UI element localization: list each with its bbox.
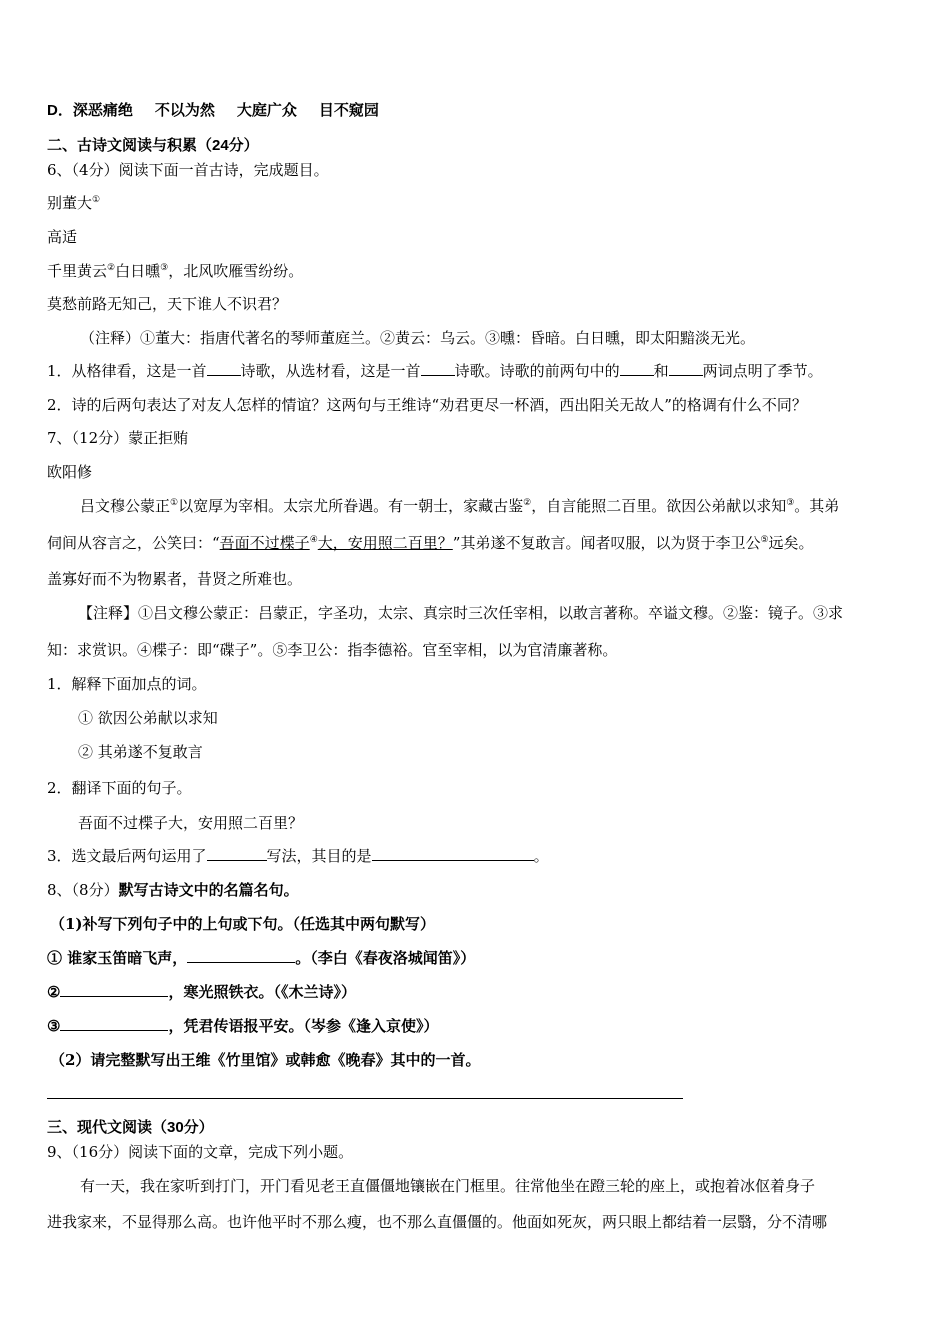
q7-head: 7、（12分）蒙正拒贿 — [47, 429, 189, 447]
q6-sub-2: 2．诗的后两句表达了对友人怎样的情谊？这两句与王维诗“劝君更尽一杯酒，西出阳关无故人”的格调有什么不同？ — [47, 396, 807, 414]
q6-1-d: 和 — [653, 362, 669, 380]
option-d-word-1: D．深恶痛绝 — [47, 102, 133, 119]
q6-1-c: 诗歌。诗歌的前两句中的 — [454, 362, 620, 380]
q8-i2-b: ，寒光照铁衣。（《木兰诗》） — [168, 983, 356, 1001]
poem-line-1 — [47, 261, 910, 281]
blank — [421, 361, 455, 376]
q8-i2-a: ② — [47, 983, 61, 1001]
blank — [207, 361, 241, 376]
q6-1-e: 两词点明了季节。 — [702, 362, 823, 380]
q7-sub-2-text: 吾面不过楪子大，安用照二百里？ — [78, 814, 304, 832]
q8-head — [47, 880, 910, 900]
q8-head-b: 默写古诗文中的名篇名句。 — [118, 881, 299, 899]
q8-i3-a: ③ — [47, 1017, 61, 1035]
q8-item-1 — [47, 948, 910, 968]
q7-sub-2: 2．翻译下面的句子。 — [47, 779, 192, 797]
q8-i3-b: ，凭君传语报平安。（岑参《逢入京使》） — [168, 1017, 439, 1035]
q8-i1-b: 。（李白《春夜洛城闻笛》） — [295, 949, 476, 967]
p2-b: ”其弟遂不复敢言。闻者叹服，以为贤于李卫公 — [452, 534, 761, 552]
note-mark-2: ② — [107, 263, 116, 273]
q9-passage-line-1: 有一天，我在家听到打门，开门看见老王直僵僵地镶嵌在门框里。往常他坐在蹬三轮的座上，或抱着冰伛着身子 — [80, 1177, 816, 1195]
poem-title-text: 别董大 — [47, 194, 93, 212]
q9-head: 9、（16分）阅读下面的文章，完成下列小题。 — [47, 1143, 354, 1161]
q7-sub-1-item-2: ② 其弟遂不复敢言 — [78, 743, 203, 761]
q6-1-a: 1．从格律看，这是一首 — [47, 362, 207, 380]
q7-3-b: 写法，其目的是 — [266, 847, 372, 865]
q7-sub-3 — [47, 846, 910, 866]
poem-line-1-b: 白日曛 — [115, 262, 161, 280]
q9-passage-line-2: 进我家来，不显得那么高。也许他平时不那么瘦，也不那么直僵僵的。他面如死灰，两只眼上都结着一层翳，分不清哪 — [47, 1213, 828, 1231]
section-2-title: 二、古诗文阅读与积累（24分） — [47, 137, 259, 154]
underlined-sentence-a: 吾面不过楪子 — [219, 534, 310, 552]
note-mark-3: ③ — [160, 263, 169, 273]
passage-line-3: 盖寡好而不为物累者，昔贤之所难也。 — [47, 570, 303, 588]
p1-d: 。其弟 — [794, 497, 840, 515]
blank — [60, 1016, 168, 1031]
q8-item-3 — [47, 1016, 910, 1036]
passage-line-1 — [80, 496, 910, 516]
q6-1-b: 诗歌，从选材看，这是一首 — [240, 362, 421, 380]
underlined-sentence-b: 大，安用照二百里？ — [317, 534, 453, 552]
q7-note-1: 【注释】①吕文穆公蒙正：吕蒙正，字圣功，太宗、真宗时三次任宰相，以敢言著称。卒谥文穆。②鉴：镜子。③求 — [78, 604, 844, 622]
p1-b: 以宽厚为宰相。太宗尤所眷遇。有一朝士，家藏古鉴 — [178, 497, 524, 515]
q8-item-2 — [47, 982, 910, 1002]
poem-line-2: 莫愁前路无知己，天下谁人不识君？ — [47, 295, 288, 313]
p2-a: 伺间从容言之，公笑曰：“ — [47, 534, 220, 552]
q7-sub-1: 1．解释下面加点的词。 — [47, 675, 207, 693]
p1-a: 吕文穆公蒙正 — [80, 497, 171, 515]
q6-head: 6、（4分）阅读下面一首古诗，完成题目。 — [47, 161, 329, 179]
poem-note: （注释）①董大：指唐代著名的琴师董庭兰。②黄云：乌云。③曛：昏暗。白日曛，即太阳黯淡无光。 — [80, 329, 756, 347]
q7-3-a: 3．选文最后两句运用了 — [47, 847, 207, 865]
q8-i1-a: ① 谁家玉笛暗飞声， — [47, 949, 188, 967]
note-mark: ④ — [309, 535, 318, 545]
note-mark: ③ — [786, 498, 795, 508]
poem-author: 高适 — [47, 228, 78, 246]
q7-sub-1-item-1: ① 欲因公弟献以求知 — [78, 709, 218, 727]
note-mark: ⑤ — [760, 535, 769, 545]
p1-c: ，自言能照二百里。欲因公弟献以求知 — [531, 497, 787, 515]
blank — [620, 361, 654, 376]
p2-c: 远矣。 — [768, 534, 814, 552]
q8-sub-2: （2）请完整默写出王维《竹里馆》或韩愈《晚春》其中的一首。 — [50, 1051, 481, 1069]
poem-title-note-mark: ① — [92, 195, 101, 205]
blank — [207, 846, 267, 861]
note-mark: ① — [170, 498, 179, 508]
section-3-title: 三、现代文阅读（30分） — [47, 1119, 214, 1136]
blank — [187, 948, 295, 963]
option-d-word-2: 不以为然 — [154, 102, 215, 119]
q7-author: 欧阳修 — [47, 463, 93, 481]
blank — [60, 982, 168, 997]
blank — [669, 361, 703, 376]
option-d-line — [47, 101, 910, 121]
q7-3-c: 。 — [533, 847, 549, 865]
passage-line-2 — [47, 533, 910, 553]
q6-sub-1 — [47, 361, 910, 381]
answer-line — [47, 1098, 683, 1099]
poem-line-1-a: 千里黄云 — [47, 262, 108, 280]
poem-title — [47, 193, 910, 213]
note-mark: ② — [523, 498, 532, 508]
blank — [372, 846, 534, 861]
q7-note-2: 知：求赏识。④楪子：即“碟子”。⑤李卫公：指李德裕。官至宰相，以为官清廉著称。 — [47, 641, 618, 659]
option-d-word-4: 目不窥园 — [318, 102, 379, 119]
poem-line-1-c: ，北风吹雁雪纷纷。 — [168, 262, 304, 280]
option-d-word-3: 大庭广众 — [236, 102, 297, 119]
q8-head-a: 8、（8分） — [47, 881, 119, 899]
q8-sub-1: （1)补写下列句子中的上句或下句。（任选其中两句默写） — [50, 915, 436, 933]
